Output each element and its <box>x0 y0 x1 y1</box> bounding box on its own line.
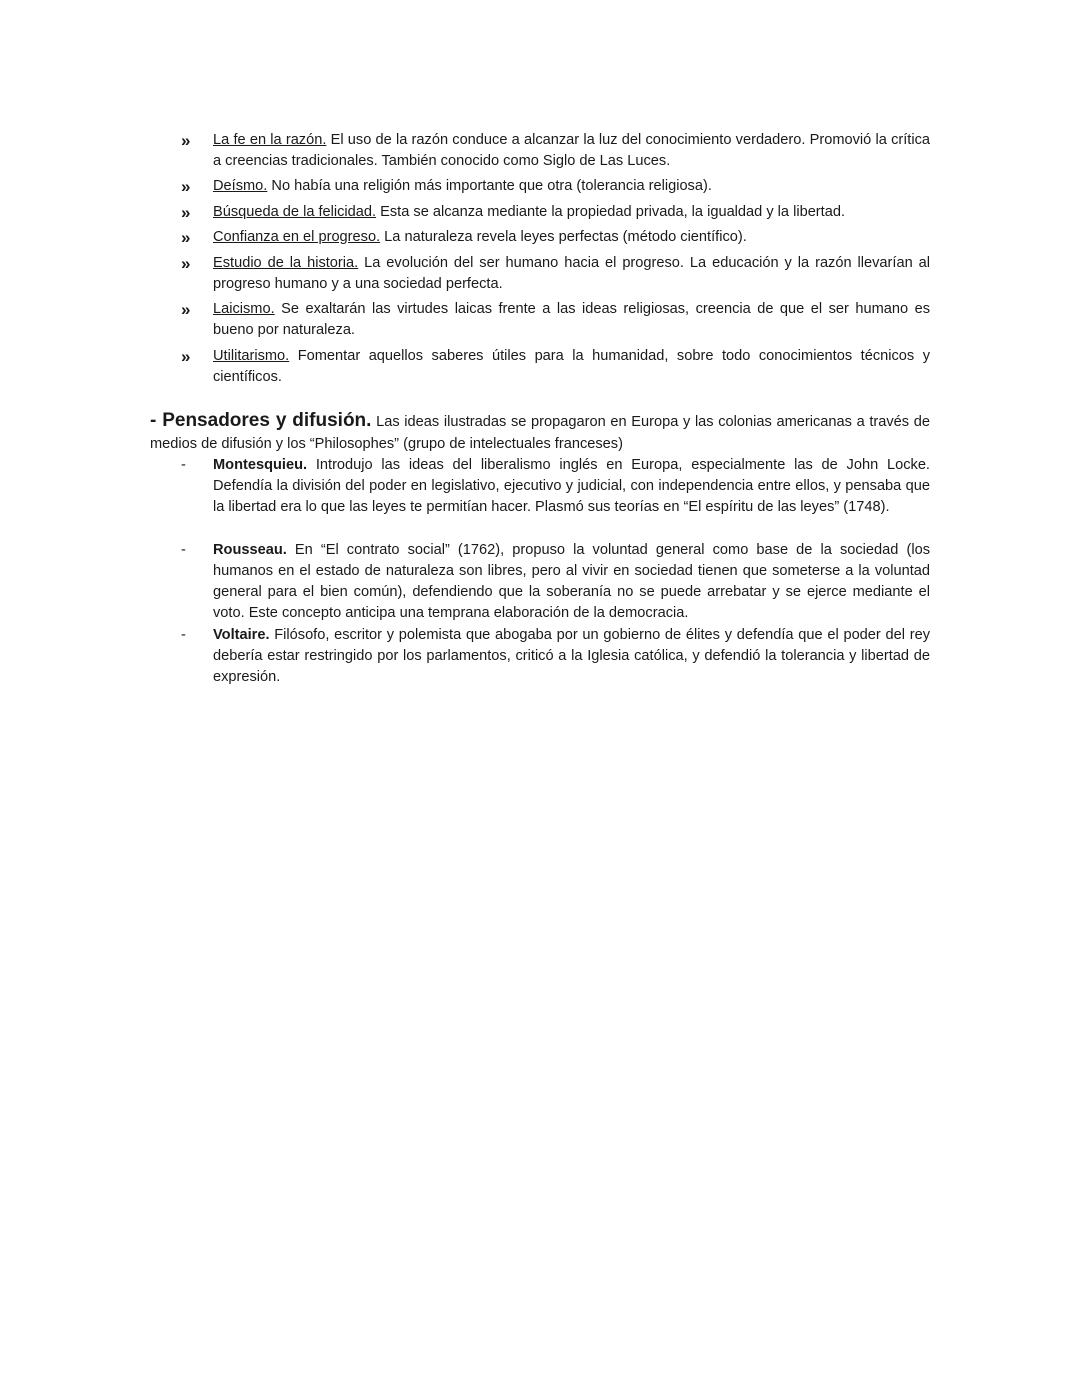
thinker-name: Rousseau. <box>213 542 287 558</box>
bullet-term: Laicismo. <box>213 301 275 317</box>
bullet-text: La evolución del ser humano hacia el progreso. La educación y la razón llevarían al progreso humano y a una sociedad perfecta. <box>213 255 930 292</box>
bullet-term: Estudio de la historia. <box>213 255 359 271</box>
bullet-text: La naturaleza revela leyes perfectas (método científico). <box>380 229 747 245</box>
bullet-term: Deísmo. <box>213 178 268 194</box>
bullet-item-fe-razon <box>150 130 930 172</box>
section-heading: - Pensadores y difusión. <box>150 410 372 431</box>
thinker-rousseau <box>150 540 930 624</box>
dash-icon: - <box>181 542 186 558</box>
bullet-icon: » <box>181 347 191 366</box>
bullet-item-laicismo <box>150 299 930 341</box>
thinker-name: Voltaire. <box>213 627 270 643</box>
thinker-text: Filósofo, escritor y polemista que abogaba por un gobierno de élites y defendía que el poder del rey debería estar restringido por los parlamentos, criticó a la Iglesia católica, y defendió la tolerancia y libertad de expresión. <box>213 627 930 685</box>
dash-icon: - <box>181 457 186 473</box>
bullet-item-deismo <box>150 176 930 197</box>
thinker-text: Introdujo las ideas del liberalismo inglés en Europa, especialmente las de John Locke. Defendía la división del poder en legislativo, ejecutivo y judicial, con independencia entre ellos, y pensaba que la libertad era lo que las leyes te permitían hacer. Plasmó sus teorías en “El espíritu de las leyes” (1748). <box>213 457 930 515</box>
section-pensadores <box>150 410 930 455</box>
section-text: Las ideas ilustradas se propagaron en Europa y las colonias americanas a través de medios de difusión y los “Philosophes” (grupo de intelectuales franceses) <box>150 414 930 452</box>
bullet-text: Se exaltarán las virtudes laicas frente a las ideas religiosas, creencia de que el ser humano es bueno por naturaleza. <box>213 301 930 338</box>
bullet-text: El uso de la razón conduce a alcanzar la luz del conocimiento verdadero. Promovió la crítica a creencias tradicionales. También conocido como Siglo de Las Luces. <box>213 132 930 169</box>
bullet-icon: » <box>181 177 191 196</box>
bullet-term: Utilitarismo. <box>213 348 290 364</box>
bullet-item-felicidad <box>150 202 930 223</box>
dash-icon: - <box>181 627 186 643</box>
bullet-icon: » <box>181 300 191 319</box>
bullet-text: No había una religión más importante que otra (tolerancia religiosa). <box>267 178 712 194</box>
bullet-icon: » <box>181 131 191 150</box>
bullet-item-progreso <box>150 227 930 248</box>
thinker-montesquieu <box>150 455 930 518</box>
bullet-icon: » <box>181 228 191 247</box>
bullet-item-historia <box>150 253 930 295</box>
bullet-term: Confianza en el progreso. <box>213 229 381 245</box>
bullet-icon: » <box>181 203 191 222</box>
thinker-voltaire <box>150 625 930 688</box>
bullet-text: Esta se alcanza mediante la propiedad privada, la igualdad y la libertad. <box>376 204 846 220</box>
thinker-text: En “El contrato social” (1762), propuso la voluntad general como base de la sociedad (los humanos en el estado de naturaleza son libres, pero al vivir en sociedad tienen que someterse a la voluntad general para el bien común), defendiendo que la soberanía no se puede arrebatar y se ejerce mediante el voto. Este concepto anticipa una temprana elaboración de la democracia. <box>213 542 930 621</box>
bullet-icon: » <box>181 254 191 273</box>
bullet-text: Fomentar aquellos saberes útiles para la humanidad, sobre todo conocimientos técnicos y científicos. <box>213 348 930 385</box>
bullet-term: Búsqueda de la felicidad. <box>213 204 377 220</box>
bullet-term: La fe en la razón. <box>213 132 327 148</box>
bullet-item-utilitarismo <box>150 346 930 388</box>
thinker-name: Montesquieu. <box>213 457 308 473</box>
